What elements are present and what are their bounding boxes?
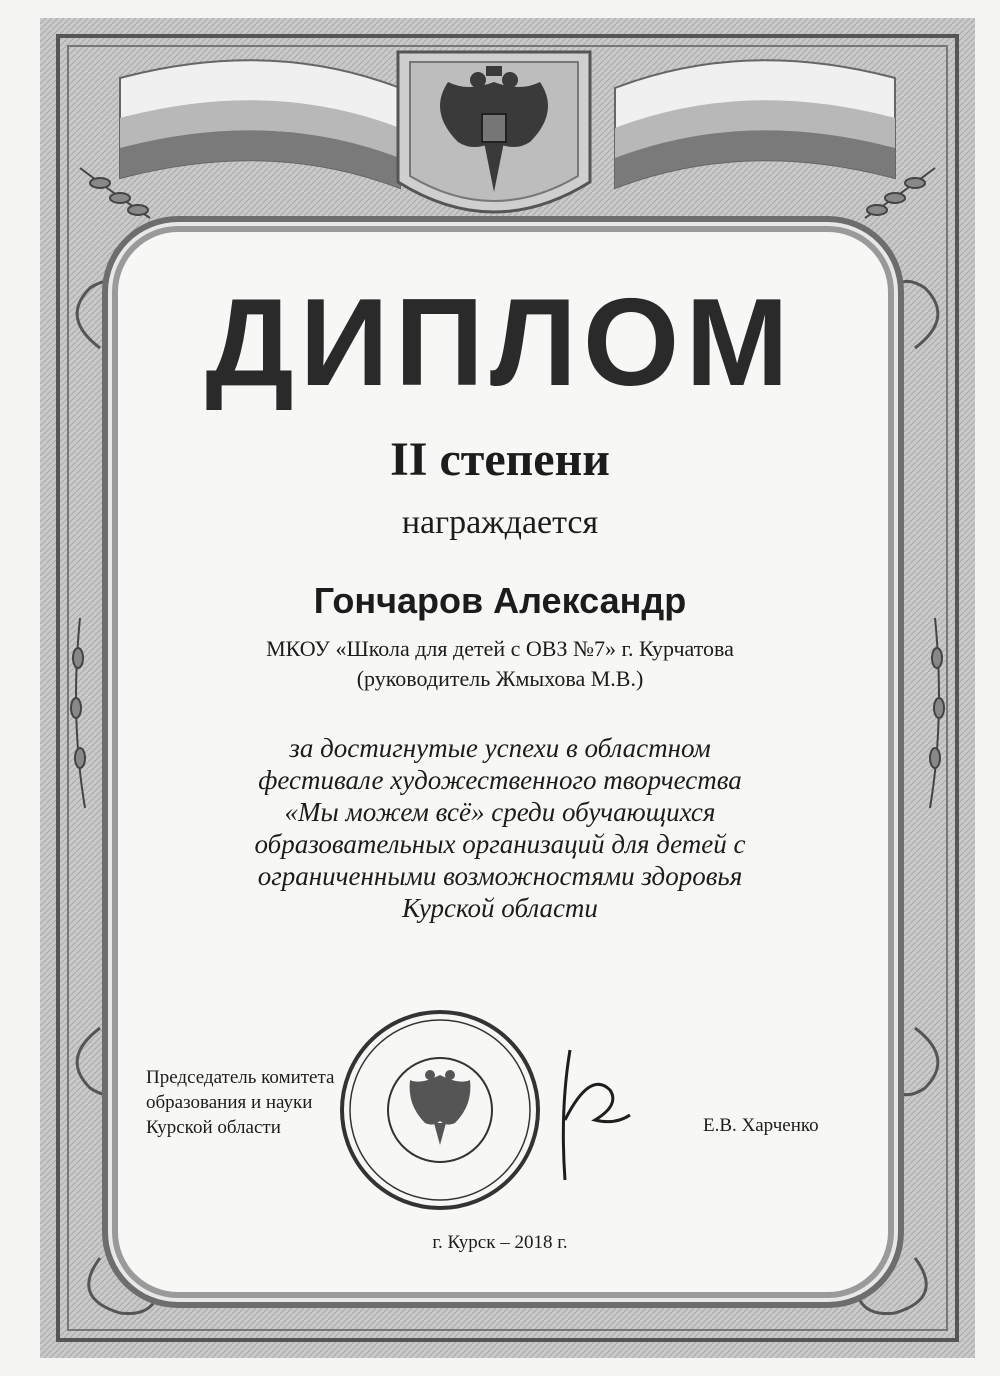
- signer-name: Е.В. Харченко: [703, 1115, 819, 1136]
- chair-title: [146, 1065, 334, 1140]
- reason-line: фестивале художественного творчества: [258, 765, 742, 795]
- reason-line: ограниченными возможностями здоровья: [257, 861, 743, 891]
- recipient-name: Гончаров Александр: [313, 580, 687, 621]
- coat-of-arms-icon: [388, 42, 600, 227]
- chair-line: Курской области: [146, 1117, 281, 1138]
- degree-label: II степени: [390, 433, 610, 486]
- award-reason: [0, 732, 1000, 924]
- leader-line: (руководитель Жмыхова М.В.): [356, 666, 644, 691]
- chair-line: Председатель комитета: [146, 1067, 335, 1088]
- reason-line: за достигнутые успехи в областном: [289, 733, 711, 763]
- seal-icon: [335, 1005, 545, 1215]
- reason-line: «Мы можем всё» среди обучающихся: [284, 797, 716, 827]
- reason-line: образовательных организаций для детей с: [254, 829, 746, 859]
- awarded-label: награждается: [401, 504, 599, 541]
- signature-icon: [520, 1030, 640, 1190]
- organization-line: МКОУ «Школа для детей с ОВЗ №7» г. Курчатова: [266, 636, 734, 661]
- reason-line: Курской области: [402, 893, 598, 923]
- diploma-title: ДИПЛОМ: [205, 274, 795, 412]
- chair-line: образования и науки: [146, 1092, 313, 1113]
- place-date: г. Курск – 2018 г.: [432, 1232, 568, 1253]
